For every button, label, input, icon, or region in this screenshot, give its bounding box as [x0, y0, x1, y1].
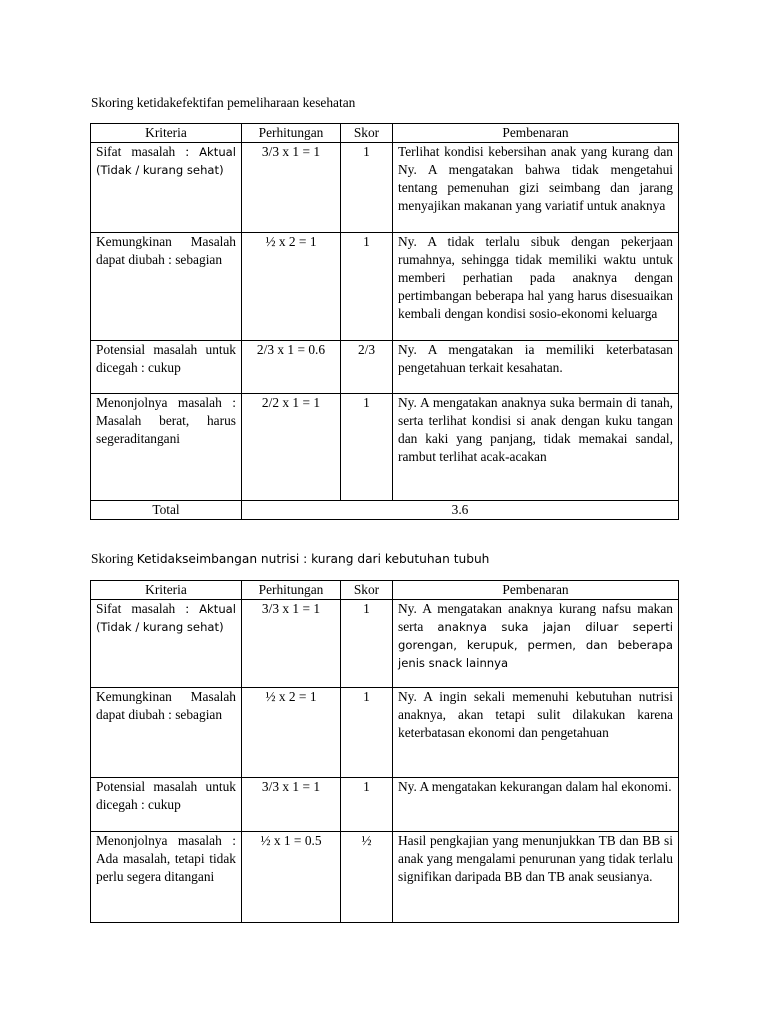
total-value: 3.6 [242, 501, 679, 520]
header-skor: Skor [341, 581, 393, 600]
table-header-row [91, 124, 679, 143]
cell-perhitungan: ½ x 1 = 0.5 [242, 832, 341, 923]
cell-kriteria: Sifat masalah : Aktual (Tidak / kurang sehat) [91, 600, 242, 688]
scoring-table-2 [90, 580, 679, 923]
cell-kriteria: Kemungkinan Masalah dapat diubah : sebagian [91, 233, 242, 341]
cell-perhitungan: 3/3 x 1 = 1 [242, 600, 341, 688]
cell-skor: 1 [341, 600, 393, 688]
cell-skor: ½ [341, 832, 393, 923]
cell-pembenaran: Terlihat kondisi kebersihan anak yang kurang dan Ny. A mengatakan bahwa tidak mengetahui tentang pemenuhan gizi seimbang dan jarang menyajikan makanan yang variatif untuk anaknya [393, 143, 679, 233]
header-pembenaran: Pembenaran [393, 581, 679, 600]
cell-perhitungan: 3/3 x 1 = 1 [242, 143, 341, 233]
cell-pembenaran: Hasil pengkajian yang menunjukkan TB dan BB si anak yang mengalami penurunan yang tidak terlalu signifikan daripada BB dan TB anak seusianya. [393, 832, 679, 923]
cell-pembenaran: Ny. A mengatakan ia memiliki keterbatasan pengetahuan terkait kesahatan. [393, 341, 679, 394]
cell-perhitungan: 2/3 x 1 = 0.6 [242, 341, 341, 394]
cell-skor: 1 [341, 143, 393, 233]
cell-pembenaran: Ny. A mengatakan anaknya suka bermain di tanah, serta terlihat kondisi si anak dengan kuku tangan dan kaki yang panjang, tidak memakai sandal, rambut terlihat acak-acakan [393, 394, 679, 501]
section-2-title: Skoring Ketidakseimbangan nutrisi : kurang dari kebutuhan tubuh [91, 551, 490, 566]
cell-perhitungan: ½ x 2 = 1 [242, 688, 341, 778]
cell-pembenaran: Ny. A mengatakan anaknya kurang nafsu makan serta anaknya suka jajan diluar seperti gorengan, kerupuk, permen, dan beberapa jenis snack lainnya [393, 600, 679, 688]
cell-perhitungan: 2/2 x 1 = 1 [242, 394, 341, 501]
cell-kriteria: Potensial masalah untuk dicegah : cukup [91, 778, 242, 832]
cell-skor: 1 [341, 394, 393, 501]
table-row [91, 394, 679, 501]
cell-skor: 1 [341, 233, 393, 341]
header-kriteria: Kriteria [91, 124, 242, 143]
cell-kriteria: Potensial masalah untuk dicegah : cukup [91, 341, 242, 394]
header-perhitungan: Perhitungan [242, 581, 341, 600]
cell-pembenaran: Ny. A ingin sekali memenuhi kebutuhan nutrisi anaknya, akan tetapi sulit dilakukan karena keterbatasan ekonomi dan pengetahuan [393, 688, 679, 778]
header-perhitungan: Perhitungan [242, 124, 341, 143]
cell-kriteria: Kemungkinan Masalah dapat diubah : sebagian [91, 688, 242, 778]
table-row [91, 233, 679, 341]
header-skor: Skor [341, 124, 393, 143]
total-label: Total [91, 501, 242, 520]
cell-pembenaran: Ny. A tidak terlalu sibuk dengan pekerjaan rumahnya, sehingga tidak memiliki waktu untuk memberi perhatian pada anaknya dengan pertimbangan beberapa hal yang harus disesuaikan kembali dengan kondisi sosio-ekonomi keluarga [393, 233, 679, 341]
scoring-table-1 [90, 123, 679, 520]
header-kriteria: Kriteria [91, 581, 242, 600]
section-1-title: Skoring ketidakefektifan pemeliharaan kesehatan [91, 95, 356, 110]
cell-pembenaran: Ny. A mengatakan kekurangan dalam hal ekonomi. [393, 778, 679, 832]
header-pembenaran: Pembenaran [393, 124, 679, 143]
cell-perhitungan: 3/3 x 1 = 1 [242, 778, 341, 832]
cell-kriteria: Menonjolnya masalah : Ada masalah, tetapi tidak perlu segera ditangani [91, 832, 242, 923]
table-row [91, 600, 679, 688]
cell-skor: 1 [341, 778, 393, 832]
cell-skor: 2/3 [341, 341, 393, 394]
cell-skor: 1 [341, 688, 393, 778]
table-row [91, 143, 679, 233]
table-row [91, 688, 679, 778]
table-row [91, 341, 679, 394]
cell-perhitungan: ½ x 2 = 1 [242, 233, 341, 341]
cell-kriteria: Sifat masalah : Aktual (Tidak / kurang sehat) [91, 143, 242, 233]
table-row [91, 832, 679, 923]
cell-kriteria: Menonjolnya masalah : Masalah berat, harus segeraditangani [91, 394, 242, 501]
table-header-row [91, 581, 679, 600]
total-row [91, 501, 679, 520]
table-row [91, 778, 679, 832]
